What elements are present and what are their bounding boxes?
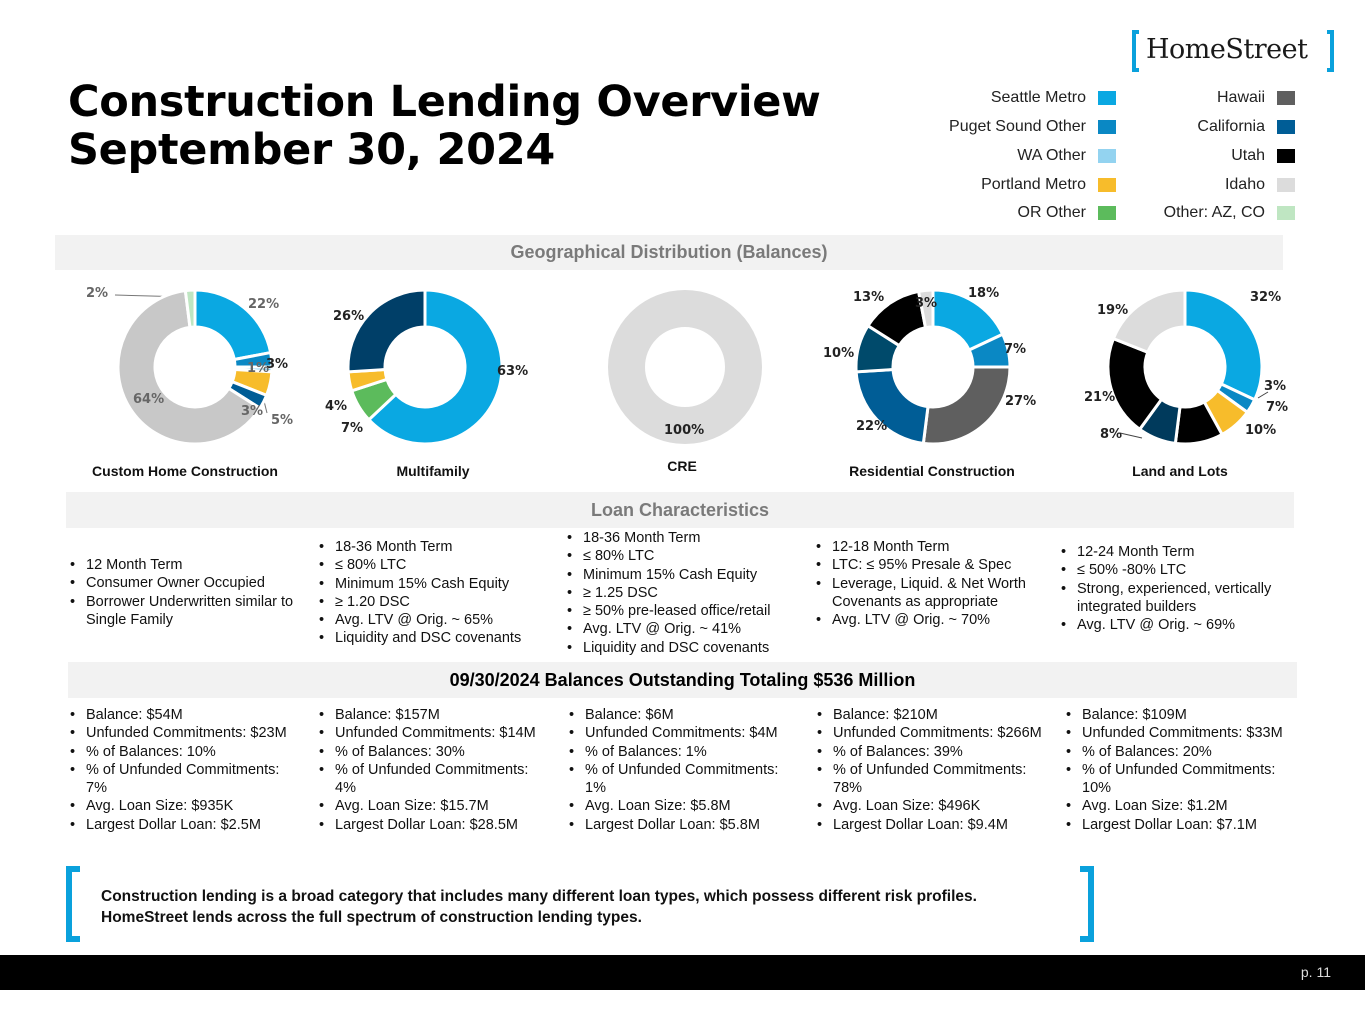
list-item: • Largest Dollar Loan: $5.8M xyxy=(567,816,797,834)
legend-swatch xyxy=(1098,178,1116,192)
footer-bar xyxy=(0,955,1365,990)
donut-slice-3 xyxy=(923,367,1010,444)
balances-multifamily xyxy=(317,706,547,834)
callout-right-bracket xyxy=(1080,866,1094,942)
data-label: 3% xyxy=(241,404,264,419)
data-label: 22% xyxy=(248,297,280,312)
legend-item-idaho xyxy=(1120,174,1295,196)
residential-construction-donut xyxy=(823,280,1037,460)
list-item: • Balance: $157M xyxy=(317,706,547,724)
legend-label: WA Other xyxy=(1017,147,1086,164)
data-label: 64% xyxy=(133,392,165,407)
legend-label: Other: AZ, CO xyxy=(1163,204,1265,221)
list-item: • Minimum 15% Cash Equity xyxy=(565,566,810,584)
donut-slice-4 xyxy=(348,290,425,372)
list-item: • Largest Dollar Loan: $28.5M xyxy=(317,816,547,834)
data-label: 3% xyxy=(266,357,289,372)
data-label: 1% xyxy=(247,361,270,376)
title-line-2: September 30, 2024 xyxy=(68,125,555,175)
chart-title-land-lots: Land and Lots xyxy=(1132,463,1228,479)
chart-title-cre: CRE xyxy=(667,458,697,474)
data-label: 21% xyxy=(1084,390,1116,405)
cre-chart xyxy=(590,280,780,460)
legend-swatch xyxy=(1098,91,1116,105)
list-item: • LTC: ≤ 95% Presale & Spec xyxy=(814,556,1039,574)
data-label: 4% xyxy=(325,399,348,414)
callout-line-1: Construction lending is a broad category that includes many different loan types, which possess different risk profiles. xyxy=(101,888,977,905)
multifamily-donut xyxy=(325,280,529,460)
list-item: • Balance: $109M xyxy=(1064,706,1294,724)
list-item: • Avg. LTV @ Orig. ~ 70% xyxy=(814,611,1039,629)
list-item: • Unfunded Commitments: $266M xyxy=(815,724,1045,742)
data-label: 7% xyxy=(1004,342,1027,357)
data-label: 8% xyxy=(1100,427,1123,442)
list-item: • % of Unfunded Commitments: 1% xyxy=(567,761,797,798)
legend-swatch xyxy=(1277,149,1295,163)
legend-swatch xyxy=(1098,120,1116,134)
multifamily-chart xyxy=(325,280,529,460)
legend-swatch xyxy=(1277,120,1295,134)
data-label: 2% xyxy=(86,286,109,301)
chart-title-custom-home: Custom Home Construction xyxy=(92,463,278,479)
balances-custom-home xyxy=(68,706,298,834)
list-item: • Balance: $210M xyxy=(815,706,1045,724)
list-item: • Largest Dollar Loan: $7.1M xyxy=(1064,816,1294,834)
list-item: • Avg. LTV @ Orig. ~ 41% xyxy=(565,620,810,638)
cre-donut xyxy=(590,280,780,460)
loan-characteristics-custom-home xyxy=(68,556,308,629)
legend-swatch xyxy=(1098,206,1116,220)
homestreet-logo xyxy=(1132,30,1338,76)
legend-label: Hawaii xyxy=(1216,89,1265,106)
legend-label: Idaho xyxy=(1224,176,1265,193)
callout-box xyxy=(66,866,1094,942)
list-item: • Consumer Owner Occupied xyxy=(68,574,308,592)
custom-home-construction-donut xyxy=(86,280,294,460)
list-item: • Avg. Loan Size: $496K xyxy=(815,797,1045,815)
list-item: • Balance: $6M xyxy=(567,706,797,724)
callout-line-2: HomeStreet lends across the full spectrum of construction lending types. xyxy=(101,909,642,926)
callout-left-bracket xyxy=(66,866,80,942)
donut-slice-7 xyxy=(1113,290,1185,352)
legend-label: Portland Metro xyxy=(981,176,1086,193)
list-item: • 12 Month Term xyxy=(68,556,308,574)
list-item: • Avg. LTV @ Orig. ~ 65% xyxy=(317,611,557,629)
data-label: 32% xyxy=(1250,290,1282,305)
list-item: • % of Unfunded Commitments: 78% xyxy=(815,761,1045,798)
balances-residential xyxy=(815,706,1045,834)
data-label: 3% xyxy=(1264,379,1287,394)
list-item: • Avg. LTV @ Orig. ~ 69% xyxy=(1059,616,1299,634)
data-label: 7% xyxy=(1266,400,1289,415)
legend-item-puget-sound-other xyxy=(900,116,1116,138)
legend-label: California xyxy=(1197,118,1265,135)
balances-land-lots xyxy=(1064,706,1294,834)
logo-right-bracket xyxy=(1327,30,1334,72)
list-item: • Avg. Loan Size: $5.8M xyxy=(567,797,797,815)
list-item: • ≥ 50% pre-leased office/retail xyxy=(565,602,810,620)
list-item: • % of Unfunded Commitments: 10% xyxy=(1064,761,1294,798)
callout-text xyxy=(101,886,977,928)
logo-text: HomeStreet xyxy=(1146,34,1308,65)
chart-title-residential: Residential Construction xyxy=(849,463,1015,479)
list-item: • % of Balances: 30% xyxy=(317,743,547,761)
legend-swatch xyxy=(1277,206,1295,220)
legend-item-portland-metro xyxy=(900,174,1116,196)
list-item: • ≤ 50% -80% LTC xyxy=(1059,561,1299,579)
data-label: 22% xyxy=(856,419,888,434)
custom-home-construction-chart xyxy=(86,280,294,460)
list-item: • ≥ 1.20 DSC xyxy=(317,593,557,611)
residential-construction-chart xyxy=(823,280,1037,460)
legend-item-wa-other xyxy=(900,145,1116,167)
loan-characteristics-residential xyxy=(814,538,1039,629)
list-item: • Largest Dollar Loan: $2.5M xyxy=(68,816,298,834)
list-item: • ≤ 80% LTC xyxy=(565,547,810,565)
list-item: • 12-24 Month Term xyxy=(1059,543,1299,561)
land-and-lots-donut xyxy=(1084,280,1289,460)
data-label: 3% xyxy=(915,296,938,311)
loan-characteristics-header: Loan Characteristics xyxy=(66,492,1294,528)
list-item: • % of Balances: 10% xyxy=(68,743,298,761)
balances-cre xyxy=(567,706,797,834)
land-and-lots-chart xyxy=(1084,280,1289,460)
legend-label: Seattle Metro xyxy=(990,89,1086,106)
data-label: 27% xyxy=(1005,394,1037,409)
legend-item-or-other xyxy=(900,202,1116,224)
data-label: 63% xyxy=(497,364,529,379)
list-item: • ≤ 80% LTC xyxy=(317,556,557,574)
loan-characteristics-land-lots xyxy=(1059,543,1299,634)
list-item: • Avg. Loan Size: $15.7M xyxy=(317,797,547,815)
list-item: • Unfunded Commitments: $14M xyxy=(317,724,547,742)
list-item: • Borrower Underwritten similar to Single Family xyxy=(68,593,308,630)
legend-item-hawaii xyxy=(1120,87,1295,109)
list-item: • Balance: $54M xyxy=(68,706,298,724)
list-item: • % of Balances: 1% xyxy=(567,743,797,761)
leader-line xyxy=(1120,433,1142,438)
list-item: • % of Balances: 39% xyxy=(815,743,1045,761)
chart-title-multifamily: Multifamily xyxy=(396,463,470,479)
legend-swatch xyxy=(1277,178,1295,192)
data-label: 26% xyxy=(333,309,365,324)
list-item: • Avg. Loan Size: $935K xyxy=(68,797,298,815)
logo-left-bracket xyxy=(1132,30,1139,72)
legend-item-utah xyxy=(1120,145,1295,167)
data-label: 100% xyxy=(664,423,705,438)
data-label: 7% xyxy=(341,421,364,436)
title-line-1: Construction Lending Overview xyxy=(68,77,821,127)
legend-swatch xyxy=(1277,91,1295,105)
list-item: • % of Unfunded Commitments: 7% xyxy=(68,761,298,798)
list-item: • Avg. Loan Size: $1.2M xyxy=(1064,797,1294,815)
data-label: 10% xyxy=(1245,423,1277,438)
loan-characteristics-cre xyxy=(565,529,810,657)
data-label: 13% xyxy=(853,290,885,305)
balances-header: 09/30/2024 Balances Outstanding Totaling $536 Million xyxy=(68,662,1297,698)
legend-label: Puget Sound Other xyxy=(949,118,1086,135)
list-item: • Liquidity and DSC covenants xyxy=(565,639,810,657)
list-item: • Largest Dollar Loan: $9.4M xyxy=(815,816,1045,834)
list-item: • Unfunded Commitments: $4M xyxy=(567,724,797,742)
list-item: • Unfunded Commitments: $23M xyxy=(68,724,298,742)
geo-distribution-header: Geographical Distribution (Balances) xyxy=(55,235,1283,270)
loan-characteristics-multifamily xyxy=(317,538,557,648)
legend-item-california xyxy=(1120,116,1295,138)
page-title xyxy=(68,78,821,174)
list-item: • % of Balances: 20% xyxy=(1064,743,1294,761)
data-label: 18% xyxy=(968,286,1000,301)
list-item: • Leverage, Liquid. & Net Worth Covenants as appropriate xyxy=(814,575,1039,612)
list-item: • 18-36 Month Term xyxy=(565,529,810,547)
list-item: • 12-18 Month Term xyxy=(814,538,1039,556)
legend-item-other-az-co xyxy=(1120,202,1295,224)
list-item: • ≥ 1.25 DSC xyxy=(565,584,810,602)
donut-slice-1 xyxy=(1185,290,1262,400)
data-label: 5% xyxy=(271,413,294,428)
list-item: • Minimum 15% Cash Equity xyxy=(317,575,557,593)
data-label: 19% xyxy=(1097,303,1129,318)
legend-item-seattle-metro xyxy=(900,87,1116,109)
data-label: 10% xyxy=(823,346,855,361)
page-number: p. 11 xyxy=(1300,964,1331,980)
list-item: • Liquidity and DSC covenants xyxy=(317,629,557,647)
donut-slice-1 xyxy=(627,309,744,426)
legend-label: Utah xyxy=(1231,147,1265,164)
list-item: • Strong, experienced, vertically integrated builders xyxy=(1059,580,1299,617)
legend-swatch xyxy=(1098,149,1116,163)
list-item: • Unfunded Commitments: $33M xyxy=(1064,724,1294,742)
list-item: • 18-36 Month Term xyxy=(317,538,557,556)
list-item: • % of Unfunded Commitments: 4% xyxy=(317,761,547,798)
legend-label: OR Other xyxy=(1017,204,1086,221)
